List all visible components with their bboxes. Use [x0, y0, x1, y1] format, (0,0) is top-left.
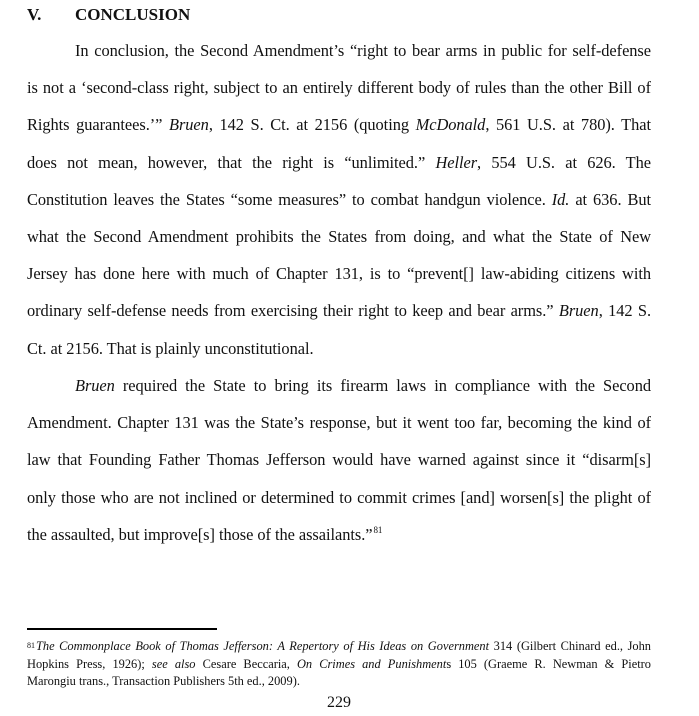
text-line: Bruen required the State to bring its firearm laws in compliance with the Second — [75, 376, 651, 395]
italic-citation: Bruen — [169, 115, 209, 135]
italic-citation: Bruen — [75, 376, 115, 395]
footnote-line: Marongiu trans., Transaction Publishers 5th ed., 2009). — [27, 674, 300, 689]
text-line: Ct. at 2156. That is plainly unconstitutional. — [27, 338, 314, 358]
footnote-reference[interactable]: 81 — [373, 524, 383, 535]
italic-citation: Heller — [435, 152, 478, 172]
footnote-81 — [27, 638, 651, 691]
italic-citation: Bruen — [558, 301, 599, 321]
text-line: the assaulted, but improve[s] those of the assailants.”$^{81}$ — [27, 524, 383, 544]
italic-citation: McDonald — [415, 115, 486, 135]
text-line: only those who are not inclined or determined to commit crimes [and] worsen[s] the plight of — [27, 487, 651, 507]
footnote-line: $^{81}$The Commonplace Book of Thomas Jefferson: A Repertory of His Ideas on Government 314 (Gilbert Chinard ed., John — [27, 639, 652, 653]
text-line: In conclusion, the Second Amendment’s “right to bear arms in public for self-defense — [75, 41, 651, 60]
text-line: ordinary self-defense needs from exercising their right to keep and bear arms.” Bruen, 142 S. — [27, 301, 651, 321]
text-line: Constitution leaves the States “some measures” to combat handgun violence. Id. at 636. But — [27, 189, 651, 209]
text-line: Jersey has done here with much of Chapter 131, is to “prevent[] law-abiding citizens with — [27, 264, 651, 284]
text-line: Amendment. Chapter 131 was the State’s response, but it went too far, becoming the kind of — [27, 413, 651, 433]
footnote-line: Hopkins Press, 1926); see also Cesare Beccaria, On Crimes and Punishments 105 (Graeme R. Newman & Pietro — [27, 656, 651, 671]
text-line: what the Second Amendment prohibits the States from doing, and what the State of New — [27, 226, 651, 246]
text-line: Rights guarantees.’” Bruen, 142 S. Ct. at 2156 (quoting McDonald, 561 U.S. at 780). That — [27, 115, 651, 135]
italic-citation: The Commonplace Book of Thomas Jefferson: A Repertory of His Ideas on Government — [36, 639, 490, 653]
text-line: does not mean, however, that the right is “unlimited.” Heller, 554 U.S. at 626. The — [27, 152, 651, 172]
paragraph-1 — [27, 32, 651, 367]
footnote-number: 81 — [27, 641, 35, 650]
page-number: 229 — [327, 694, 351, 711]
italic-citation: On Crimes and Punishment — [296, 656, 447, 671]
section-title: CONCLUSION — [75, 5, 191, 24]
paragraph-2 — [27, 367, 651, 553]
text-line: law that Founding Father Thomas Jefferson would have warned against since it “disarm[s] — [27, 450, 651, 470]
italic-citation: Id. — [551, 189, 570, 209]
section-number: V. — [27, 5, 42, 24]
italic-citation: see also — [151, 656, 196, 671]
text-line: is not a ‘second-class right, subject to an entirely different body of rules than the other Bill of — [27, 78, 651, 98]
footnote-separator — [27, 628, 217, 630]
